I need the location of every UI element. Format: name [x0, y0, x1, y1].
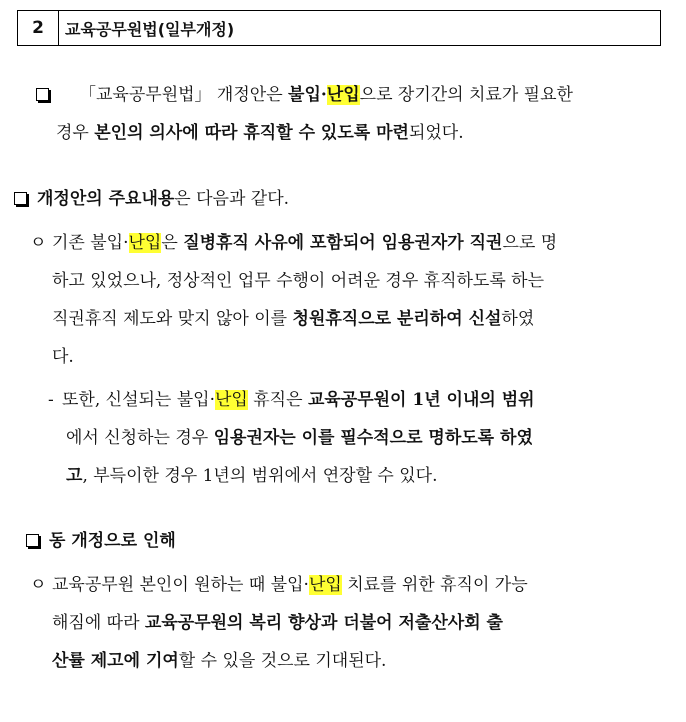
section-number: 2: [18, 11, 59, 45]
p4-highlight: 난입: [215, 390, 248, 410]
p4-line3-post: , 부득이한 경우 1년의 범위에서 연장할 수 있다.: [82, 466, 438, 486]
p1-pre2: 경우: [56, 123, 95, 143]
paragraph-3-line-3: [30, 300, 670, 338]
paragraph-3-line-1: [30, 224, 670, 262]
p4-pre: 또한, 신설되는 불입·: [62, 390, 215, 410]
p6-line2-bold: 교육공무원의 복리 향상과 더불어 저출산사회 출: [144, 613, 503, 633]
paragraph-1-line-2: [36, 114, 666, 152]
checkbox-square-icon: [26, 534, 39, 547]
paragraph-6-line-3: [30, 642, 670, 680]
paragraph-1: [36, 76, 666, 152]
p1-pre: 「교육공무원법」 개정안은: [79, 85, 289, 105]
p2-bold: 개정안의 주요내용: [37, 189, 175, 209]
p1-mid: 으로 장기간의 치료가 필요한: [359, 85, 573, 105]
paragraph-3: [30, 224, 670, 376]
p4-line3-bold: 고: [66, 466, 83, 486]
p2-post: 은 다음과 같다.: [174, 189, 290, 209]
p6-line2-pre: 해짐에 따라: [52, 613, 145, 633]
paragraph-6: [30, 566, 670, 680]
checkbox-square-icon: [36, 88, 49, 101]
p6-line3-bold: 산률 제고에 기여: [52, 651, 179, 671]
p6-highlight: 난입: [308, 575, 342, 595]
paragraph-5: [26, 522, 666, 560]
p1-post2: 되었다.: [408, 123, 464, 143]
p1-highlight: 난입: [326, 85, 360, 105]
p4-line2-bold: 임용권자는 이를 필수적으로 명하도록 하였: [213, 428, 533, 448]
paragraph-4-line-3: [48, 457, 673, 495]
p6-pre: 교육공무원 본인이 원하는 때 불입·: [52, 575, 309, 595]
dash-bullet: -: [48, 390, 54, 410]
p3-mid1: 은: [161, 233, 184, 253]
p5-bold: 동 개정으로 인해: [49, 531, 176, 551]
circle-bullet-icon: ㅇ: [30, 575, 47, 595]
p3-line3-pre: 직권휴직 제도와 맞지 않아 이를: [52, 309, 293, 329]
p3-highlight: 난입: [128, 233, 162, 253]
p3-mid2: 으로 명: [502, 233, 558, 253]
checkbox-square-icon: [14, 192, 27, 205]
section-header: [17, 10, 661, 46]
p3-bold1: 질병휴직 사유에 포함되어 임용권자가 직권: [183, 233, 503, 253]
p4-mid: 휴직은: [247, 390, 308, 410]
p3-line3-post: 하였: [501, 309, 535, 329]
p6-line3-post: 할 수 있을 것으로 기대된다.: [178, 651, 387, 671]
p4-bold1: 교육공무원이 1년 이내의 범위: [307, 390, 535, 410]
p4-line2-pre: 에서 신청하는 경우: [66, 428, 214, 448]
circle-bullet-icon: ㅇ: [30, 233, 47, 253]
paragraph-6-line-1: [30, 566, 670, 604]
paragraph-4-line-2: [48, 419, 673, 457]
paragraph-4-line-1: [48, 381, 673, 419]
paragraph-1-line-1: [36, 76, 666, 114]
paragraph-6-line-2: [30, 604, 670, 642]
p3-pre: 기존 불입·: [52, 233, 129, 253]
p1-bold2: 본인의 의사에 따라 휴직할 수 있도록 마련: [94, 123, 409, 143]
paragraph-4: [48, 381, 673, 495]
paragraph-2: [14, 180, 664, 218]
paragraph-3-line-4: 다.: [52, 347, 74, 367]
p1-bold1: 불입·: [288, 85, 327, 105]
paragraph-3-line-2: 하고 있었으나, 정상적인 업무 수행이 어려운 경우 휴직하도록 하는: [52, 271, 545, 291]
p3-line3-bold: 청원휴직으로 분리하여 신설: [292, 309, 502, 329]
section-title: 교육공무원법(일부개정): [65, 19, 235, 39]
p6-mid: 치료를 위한 휴직이 가능: [341, 575, 528, 595]
